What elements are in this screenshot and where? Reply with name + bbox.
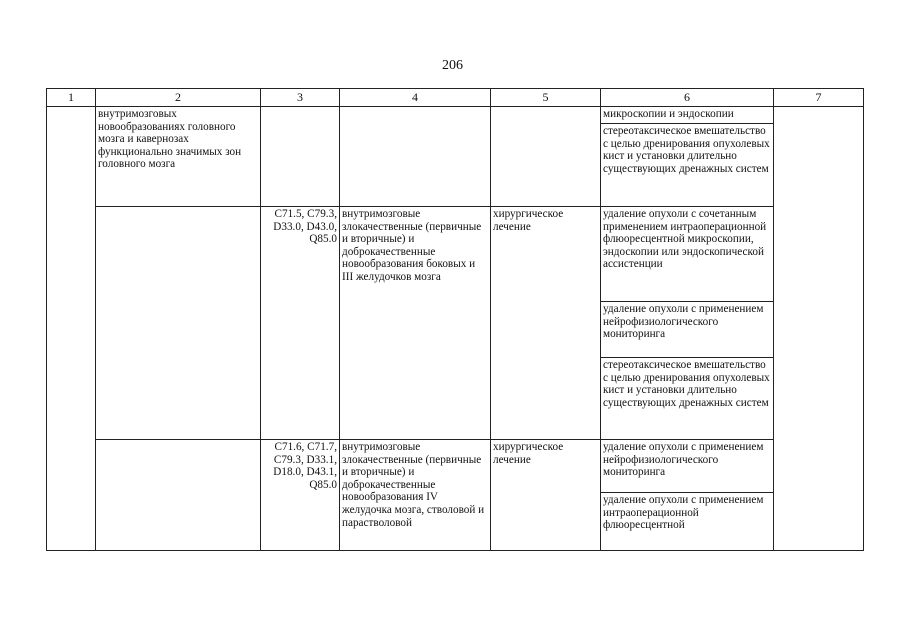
method-cell: удаление опухоли с применением нейрофизиологического мониторинга (601, 440, 774, 493)
method-cell: удаление опухоли с применением интраоперационной флюоресцентной (601, 493, 774, 551)
method-cell: стереотаксическое вмешательство с целью дренирования опухолевых кист и установки длительно существующих дренажных систем (601, 124, 774, 207)
method-cell: удаление опухоли с сочетанным применением интраоперационной флюоресцентной микроскопии, эндоскопии или эндоскопической ассистенции (601, 207, 774, 302)
empty-cell (96, 440, 261, 551)
cell-col5 (491, 107, 601, 207)
column-header: 7 (774, 89, 864, 107)
medical-care-table (46, 88, 864, 551)
treatment-cell: хирургическое лечение (491, 440, 601, 551)
table-row (47, 107, 864, 124)
cell-col1 (47, 107, 96, 551)
column-header: 1 (47, 89, 96, 107)
column-header: 2 (96, 89, 261, 107)
method-cell: удаление опухоли с применением нейрофизиологического мониторинга (601, 302, 774, 358)
column-header-row (47, 89, 864, 107)
column-header: 4 (340, 89, 491, 107)
table-row (47, 207, 864, 302)
method-cell: микроскопии и эндоскопии (601, 107, 774, 124)
diagnosis-cell: внутримозговые злокачественные (первичные и вторичные) и доброкачественные новообразования боковых и III желудочков мозга (340, 207, 491, 440)
cell-col3 (261, 107, 340, 207)
icd-codes-cell: C71.5, C79.3, D33.0, D43.0, Q85.0 (261, 207, 340, 440)
table-row (47, 440, 864, 493)
cell-col4 (340, 107, 491, 207)
icd-codes-cell: C71.6, C71.7, C79.3, D33.1, D18.0, D43.1, Q85.0 (261, 440, 340, 551)
treatment-cell: хирургическое лечение (491, 207, 601, 440)
method-cell: стереотаксическое вмешательство с целью дренирования опухолевых кист и установки длительно существующих дренажных систем (601, 358, 774, 440)
section-name-cell: внутримозговых новообразованиях головного мозга и кавернозах функционально значимых зон головного мозга (96, 107, 261, 207)
diagnosis-cell: внутримозговые злокачественные (первичные и вторичные) и доброкачественные новообразования IV желудочка мозга, стволовой и парастволовой (340, 440, 491, 551)
empty-cell (96, 207, 261, 440)
column-header: 6 (601, 89, 774, 107)
column-header: 5 (491, 89, 601, 107)
cell-col7 (774, 107, 864, 551)
page-number: 206 (442, 58, 463, 73)
column-header: 3 (261, 89, 340, 107)
